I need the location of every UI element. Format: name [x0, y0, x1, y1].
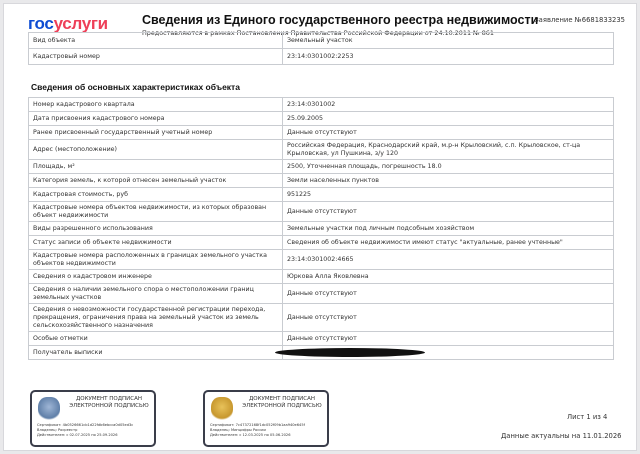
row-label: Особые отметки: [29, 332, 283, 346]
table-row: [29, 174, 614, 188]
document-subtitle: Предоставляются в рамках Постановления Правительства Российской Федерации от 24.10.2011 № 861: [142, 29, 494, 37]
gosuslugi-logo: [28, 14, 108, 34]
document-page: [3, 3, 637, 451]
row-value: Данные отсутствуют: [283, 284, 614, 304]
row-label: Ранее присвоенный государственный учетный номер: [29, 126, 283, 140]
row-value: Данные отсутствуют: [283, 202, 614, 222]
row-label: Дата присвоения кадастрового номера: [29, 112, 283, 126]
table-row: [29, 112, 614, 126]
row-value: Данные отсутствуют: [283, 332, 614, 346]
table-row: [29, 98, 614, 112]
table-row: [29, 284, 614, 304]
table-row: [29, 33, 614, 49]
table-row: [29, 304, 614, 332]
rosreestr-emblem-icon: [38, 397, 60, 422]
row-label: Сведения о наличии земельного спора о местоположении границ земельных участков: [29, 284, 283, 304]
row-label: Площадь, м²: [29, 160, 283, 174]
row-value: 951225: [283, 188, 614, 202]
stamp-title: ДОКУМЕНТ ПОДПИСАН ЭЛЕКТРОННОЙ ПОДПИСЬЮ: [242, 396, 322, 409]
row-label: Кадастровая стоимость, руб: [29, 188, 283, 202]
table-row: [29, 126, 614, 140]
stamp-owner: Владелец: Минцифры России: [210, 428, 266, 432]
row-value: 2500, Уточненная площадь, погрешность 18.0: [283, 160, 614, 174]
coat-of-arms-icon: [211, 397, 233, 422]
signature-stamp-mintsifry: [203, 390, 329, 447]
object-table: [28, 32, 614, 65]
data-actual-date: Данные актуальны на 11.01.2026: [501, 432, 622, 440]
stamp-details: [210, 423, 305, 438]
table-row: [29, 140, 614, 160]
sheet-number: Лист 1 из 4: [567, 413, 608, 421]
row-label: Сведения о кадастровом инженере: [29, 270, 283, 284]
row-value: Земельные участки под личным подсобным хозяйством: [283, 222, 614, 236]
table-row: [29, 346, 614, 360]
stamp-title: ДОКУМЕНТ ПОДПИСАН ЭЛЕКТРОННОЙ ПОДПИСЬЮ: [69, 396, 149, 409]
document-title: Сведения из Единого государственного реестра недвижимости: [142, 13, 539, 27]
redaction-scribble: [275, 348, 425, 357]
table-row: [29, 188, 614, 202]
stamp-valid: Действителен: с 12.03.2025 по 05.06.2026: [210, 433, 291, 437]
section-title: Сведения об основных характеристиках объекта: [31, 82, 240, 92]
row-label: Номер кадастрового квартала: [29, 98, 283, 112]
table-row: [29, 250, 614, 270]
row-label: Вид объекта: [29, 33, 283, 49]
row-value: Земельный участок: [283, 33, 614, 49]
stamp-cert: Сертификат: 4b0526661cb1d22fdb6ebcca0d05ed3c: [37, 423, 134, 427]
row-value: Сведения об объекте недвижимости имеют статус "актуальные, ранее учтенные": [283, 236, 614, 250]
row-value: 23:14:0301002:2253: [283, 49, 614, 65]
row-label: Сведения о невозможности государственной регистрации перехода, прекращения, ограничения права на земельный участок из земель сельскохозяйственного назначения: [29, 304, 283, 332]
stamp-details: [37, 423, 133, 438]
table-row: [29, 202, 614, 222]
row-value: Данные отсутствуют: [283, 304, 614, 332]
application-number: Заявление №6681833235: [534, 16, 625, 24]
stamp-cert: Сертификат: 7c47372168f1dc052f09b1aa940e645f: [210, 423, 305, 427]
row-value: Данные отсутствуют: [283, 126, 614, 140]
row-label: Статус записи об объекте недвижимости: [29, 236, 283, 250]
row-label: Кадастровые номера расположенных в границах земельного участка объектов недвижимости: [29, 250, 283, 270]
logo-part2: услуги: [53, 14, 108, 33]
row-value: [283, 346, 614, 360]
row-label: Получатель выписки: [29, 346, 283, 360]
row-value: Земли населенных пунктов: [283, 174, 614, 188]
row-value: 25.09.2005: [283, 112, 614, 126]
logo-part1: гос: [28, 14, 54, 33]
row-value: Юркова Алла Яковлевна: [283, 270, 614, 284]
table-row: [29, 236, 614, 250]
table-row: [29, 49, 614, 65]
row-label: Кадастровые номера объектов недвижимости, из которых образован объект недвижимости: [29, 202, 283, 222]
row-value: 23:14:0301002: [283, 98, 614, 112]
stamp-valid: Действителен: с 02.07.2025 по 25.09.2026: [37, 433, 118, 437]
stamp-owner: Владелец: Росреестр: [37, 428, 78, 432]
characteristics-table: [28, 97, 614, 360]
table-row: [29, 270, 614, 284]
row-value: Российская Федерация, Краснодарский край, м.р-н Крыловский, с.п. Крыловское, ст-ца Крыловская, ул Пушкина, з/у 120: [283, 140, 614, 160]
signature-stamp-rosreestr: [30, 390, 156, 447]
table-row: [29, 332, 614, 346]
table-row: [29, 222, 614, 236]
row-label: Категория земель, к которой отнесен земельный участок: [29, 174, 283, 188]
table-row: [29, 160, 614, 174]
row-label: Адрес (местоположение): [29, 140, 283, 160]
row-label: Виды разрешенного использования: [29, 222, 283, 236]
row-value: 23:14:0301002:4665: [283, 250, 614, 270]
row-label: Кадастровый номер: [29, 49, 283, 65]
